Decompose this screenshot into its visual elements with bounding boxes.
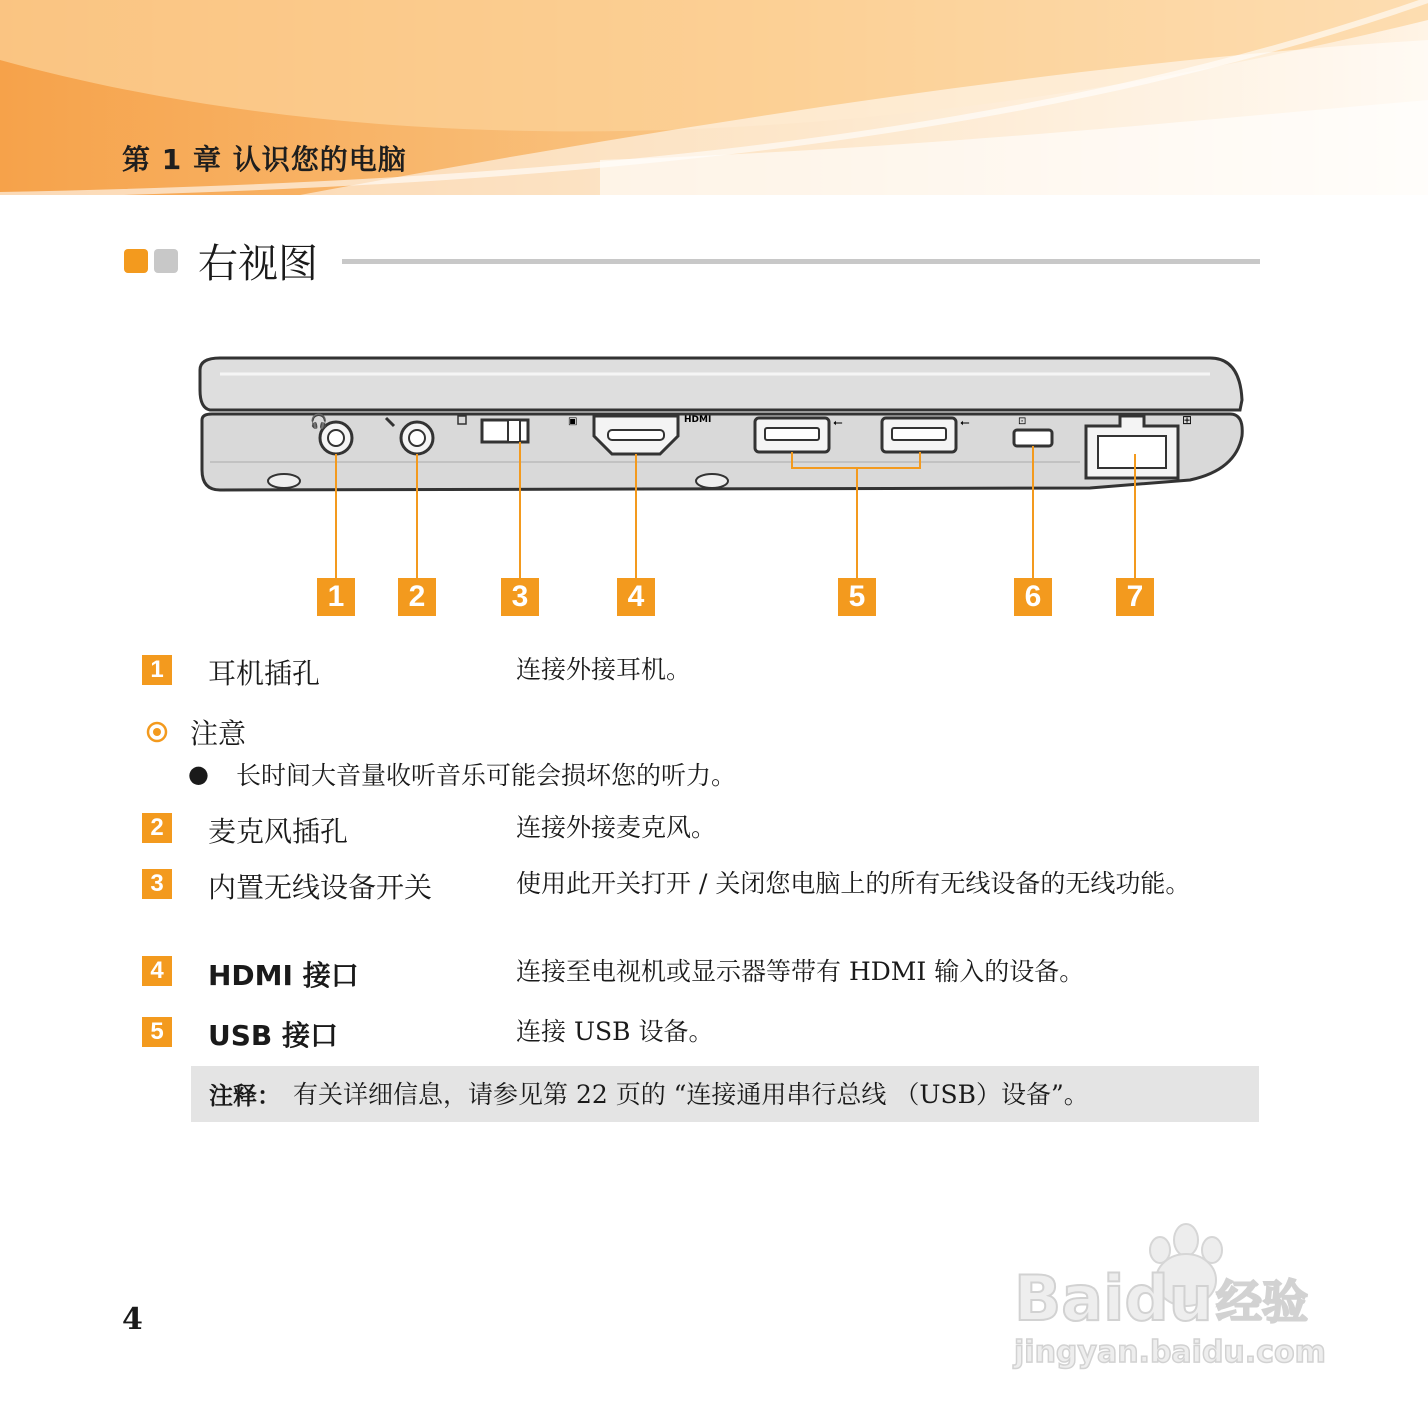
watermark-url: jingyan.baidu.com [1014,1335,1326,1370]
callout-4: 4 [617,578,655,616]
item-name: 耳机插孔 [208,657,321,690]
hdmi-port-label: HDMI [684,415,712,425]
lock-icon: ⊡ [1018,416,1027,427]
item-description: 连接至电视机或显示器等带有 HDMI 输入的设备。 [516,957,1085,986]
chapter-title: 第 1 章 认识您的电脑 [122,143,407,176]
item-description: 连接外接麦克风。 [516,813,717,842]
baidu-jingyan-watermark [1010,1210,1350,1380]
item-name: 麦克风插孔 [208,815,349,848]
kensington-lock-slot [1014,430,1052,446]
item-name: USB 接口 [208,1019,338,1052]
note-icon [146,721,168,743]
remark-box [191,1066,1259,1122]
headphone-icon: 🎧 [310,414,328,430]
watermark-product: 经验 [1216,1275,1308,1329]
usb-icon: ⭠ [960,415,970,429]
note-title: 注意 [190,717,247,750]
section-heading [124,232,1264,288]
item-number: 4 [142,956,172,986]
network-icon: ⊞ [1182,413,1193,427]
item-number: 2 [142,813,172,843]
remark-label: 注释： [209,1082,281,1110]
item-name: HDMI 接口 [208,959,359,992]
callout-2: 2 [398,578,436,616]
section-divider [342,259,1260,264]
section-title: 右视图 [198,241,318,287]
remark-text: 有关详细信息，请参见第 22 页的 “连接通用串行总线 （USB）设备”。 [293,1080,1089,1109]
heading-gray-square-icon [154,249,178,273]
item-number: 3 [142,869,172,899]
laptop-lid [200,358,1242,410]
item-name: 内置无线设备开关 [208,871,433,904]
item-number: 1 [142,655,172,685]
callout-3: 3 [501,578,539,616]
item-description: 使用此开关打开 / 关闭您电脑上的所有无线设备的无线功能。 [516,869,1191,898]
wireless-switch [482,420,528,442]
heading-orange-square-icon [124,249,148,273]
note-bullet-text: 长时间大音量收听音乐可能会损坏您的听力。 [236,761,737,790]
item-description: 连接 USB 设备。 [516,1017,714,1046]
display-icon: ▣ [568,416,578,427]
item-description: 连接外接耳机。 [516,655,692,684]
callout-5: 5 [838,578,876,616]
bullet-icon: ● [188,760,209,788]
callout-6: 6 [1014,578,1052,616]
watermark-brand: Baidu [1014,1262,1213,1335]
usb-icon: ⭠ [833,415,843,429]
callout-1: 1 [317,578,355,616]
callout-7: 7 [1116,578,1154,616]
page-number: 4 [122,1302,143,1337]
rubber-foot [268,474,300,488]
rubber-foot [696,474,728,488]
item-number: 5 [142,1017,172,1047]
